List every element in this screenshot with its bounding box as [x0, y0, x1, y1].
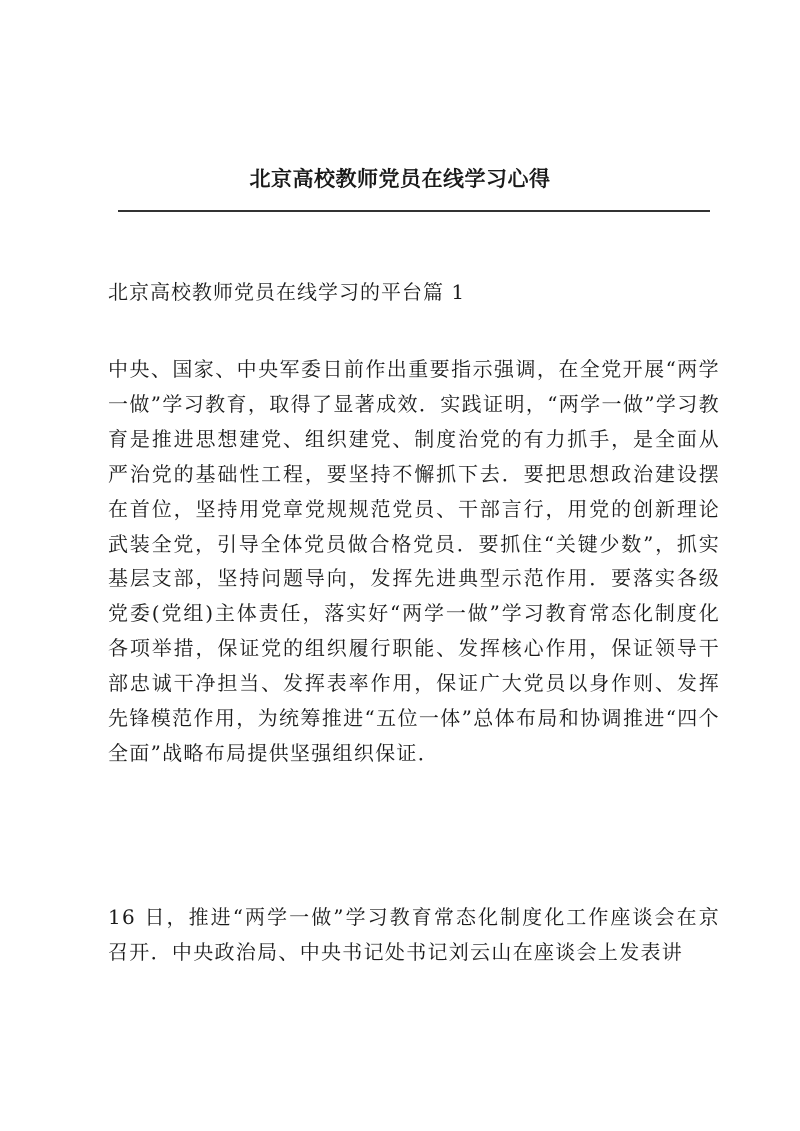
- body-paragraph-1: 中央、国家、中央军委日前作出重要指示强调，在全党开展“两学一做”学习教育，取得了显著成效．实践证明，“两学一做”学习教育是推进思想建党、组织建党、制度治党的有力抓手，是全面从严治党的基础性工程，要坚持不懈抓下去．要把思想政治建设摆在首位，坚持用党章党规规范党员、干部言行，用党的创新理论武装全党，引导全体党员做合格党员．要抓住“关键少数”，抓实基层支部，坚持问题导向，发挥先进典型示范作用．要落实各级党委(党组)主体责任，落实好“两学一做”学习教育常态化制度化各项举措，保证党的组织履行职能、发挥核心作用，保证领导干部忠诚干净担当、发挥表率作用，保证广大党员以身作则、发挥先锋模范作用，为统筹推进“五位一体”总体布局和协调推进“四个全面”战略布局提供坚强组织保证．: [108, 357, 720, 765]
- document-title: 北京高校教师党员在线学习心得: [249, 166, 551, 191]
- title-divider: [118, 210, 710, 212]
- body-paragraph-2: 16 日，推进“两学一做”学习教育常态化制度化工作座谈会在京召开．中央政治局、中央书记处书记刘云山在座谈会上发表讲: [108, 905, 720, 964]
- section-subtitle: 北京高校教师党员在线学习的平台篇 1: [108, 280, 466, 304]
